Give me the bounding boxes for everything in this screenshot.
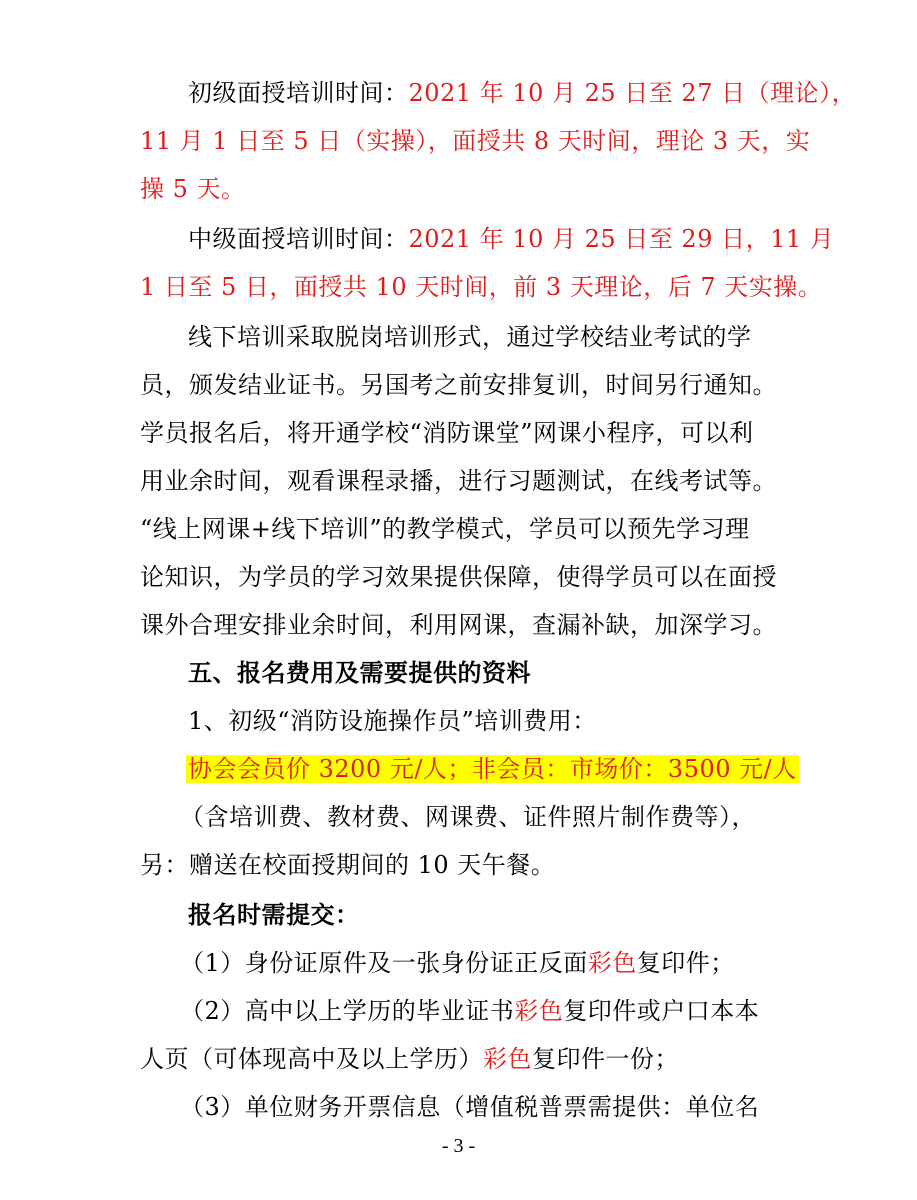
red-text: 2021 年 10 月 25 日至 27 日（理论）， bbox=[408, 79, 857, 107]
red-text: 彩色 bbox=[514, 997, 564, 1025]
red-text: 彩色 bbox=[587, 949, 637, 977]
text-span: （2）高中以上学历的毕业证书 bbox=[180, 997, 515, 1025]
text-line bbox=[0, 172, 917, 206]
price-line bbox=[0, 752, 917, 786]
text-line: 课外合理安排业余时间，利用网课，查漏补缺，加深学习。 bbox=[140, 611, 777, 639]
red-text: 11 月 1 日至 5 日（实操），面授共 8 天时间，理论 3 天，实 bbox=[140, 127, 811, 155]
text-span: 人页（可体现高中及以上学历） bbox=[140, 1045, 483, 1073]
text-line bbox=[0, 222, 917, 256]
highlighted-price: 协会会员价 3200 元/人；非会员：市场价：3500 元/人 bbox=[188, 755, 797, 783]
text-span: 复印件或户口本本 bbox=[563, 997, 760, 1025]
red-text: 彩色 bbox=[483, 1045, 532, 1073]
red-text: 2021 年 10 月 25 日至 29 日，11 月 bbox=[408, 225, 835, 253]
red-text: 操 5 天。 bbox=[140, 175, 246, 203]
text-line bbox=[0, 270, 917, 304]
text-line: 用业余时间，观看课程录播，进行习题测试，在线考试等。 bbox=[140, 467, 777, 495]
section-heading: 五、报名费用及需要提供的资料 bbox=[188, 658, 531, 687]
page-number: - 3 - bbox=[441, 1135, 476, 1157]
red-text: 1 日至 5 日，面授共 10 天时间，前 3 天理论，后 7 天实操。 bbox=[140, 273, 823, 301]
text-span: （1）身份证原件及一张身份证正反面 bbox=[180, 949, 588, 977]
text-span: 中级面授培训时间： bbox=[188, 225, 409, 253]
text-line: 线下培训采取脱岗培训形式，通过学校结业考试的学 bbox=[188, 323, 752, 351]
text-span: 复印件； bbox=[636, 949, 735, 977]
text-line bbox=[0, 994, 917, 1028]
text-line bbox=[0, 1042, 917, 1076]
text-line: （3）单位财务开票信息（增值税普票需提供：单位名 bbox=[180, 1093, 760, 1121]
text-line: 1、初级“消防设施操作员”培训费用： bbox=[188, 707, 597, 735]
text-line: 论知识，为学员的学习效果提供保障，使得学员可以在面授 bbox=[140, 563, 777, 591]
text-span: 复印件一份； bbox=[532, 1045, 679, 1073]
text-line: （含培训费、教材费、网课费、证件照片制作费等）， bbox=[180, 803, 756, 831]
text-line bbox=[0, 76, 917, 110]
text-line bbox=[0, 124, 917, 158]
text-line: “线上网课+线下培训”的教学模式，学员可以预先学习理 bbox=[140, 515, 750, 543]
text-line bbox=[0, 946, 917, 980]
text-span: 初级面授培训时间： bbox=[188, 79, 409, 107]
text-line: 学员报名后，将开通学校“消防课堂”网课小程序，可以利 bbox=[140, 419, 754, 447]
text-line: 另：赠送在校面授期间的 10 天午餐。 bbox=[140, 851, 556, 879]
subheading: 报名时需提交： bbox=[188, 900, 360, 929]
text-line: 员，颁发结业证书。另国考之前安排复训，时间另行通知。 bbox=[140, 371, 777, 399]
